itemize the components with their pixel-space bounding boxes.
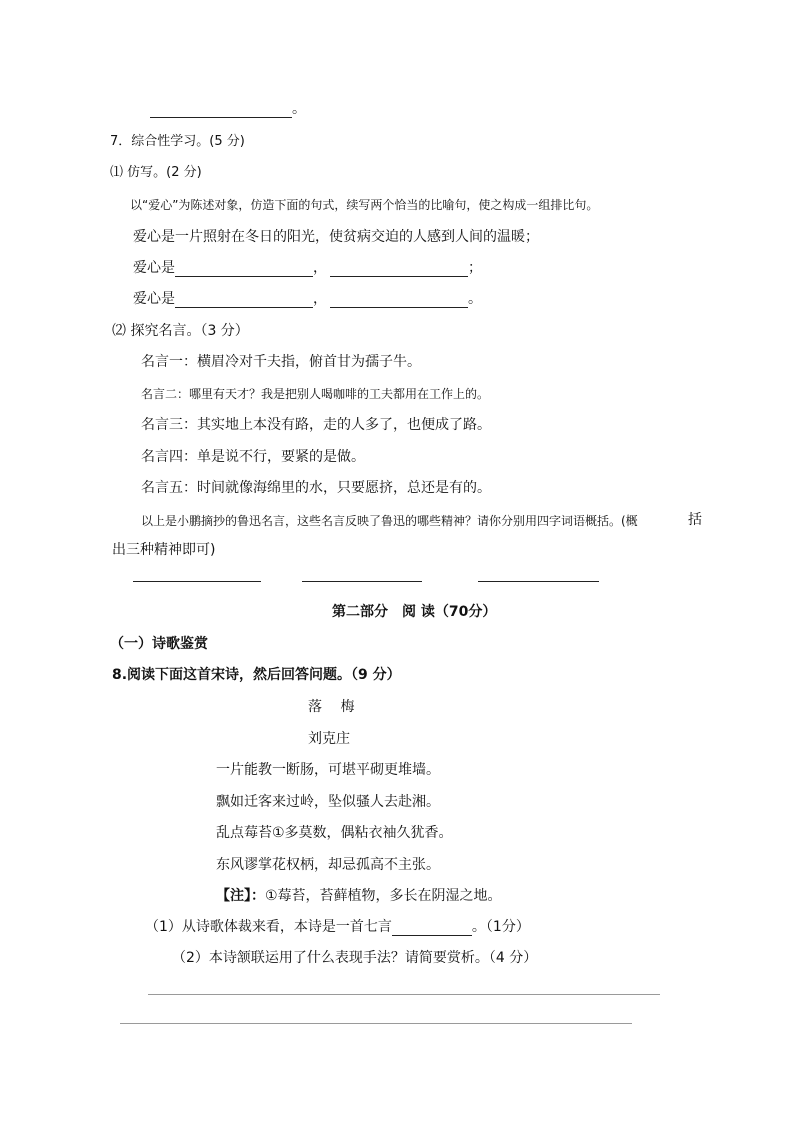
q7-part2-question: 以上是小鹏摘抄的鲁迅名言，这些名言反映了鲁迅的哪些精神？请你分别用四字词语概括。(概	[141, 514, 638, 528]
q7-title: 7．综合性学习。(5 分)	[110, 134, 245, 149]
quote-2: 名言二：哪里有天才？我是把别人喝咖啡的工夫都用在工作上的。	[141, 387, 490, 401]
quote-5: 名言五：时间就像海绵里的水，只要愿挤，总还是有的。	[141, 480, 491, 496]
note-text: ①莓苔，苔藓植物，多长在阴湿之地。	[265, 888, 502, 904]
poem-line-3: 乱点莓苔①多莫数，偶粘衣袖久犹香。	[216, 825, 453, 841]
poem-line-2: 飘如迁客来过岭，坠似骚人去赴湘。	[216, 794, 440, 810]
quote-1: 名言一：横眉冷对千夫指，俯首甘为孺子牛。	[141, 354, 421, 370]
line-prefix: 爱心是	[133, 260, 175, 276]
q8-sub1-text: （1）从诗歌体裁来看，本诗是一首七言	[145, 919, 392, 935]
answer-blank[interactable]	[150, 103, 292, 118]
q7-part2-question-end: 括	[688, 512, 702, 528]
q8-sub1-score: 。（1分）	[471, 919, 530, 935]
poem-line-4: 东风谬掌花权柄，却忌孤高不主张。	[216, 857, 440, 873]
q7-part2-title: ⑵ 探究名言。（3 分）	[112, 323, 249, 339]
answer-blank[interactable]	[392, 921, 472, 936]
poem-title: 落 梅	[308, 699, 355, 715]
part2-title: 第二部分 阅 读（70分）	[332, 604, 497, 620]
spirit-answer-blank-1[interactable]	[133, 567, 261, 582]
q7-part2-question-cont: 出三种精神即可)	[112, 542, 216, 558]
answer-rule-2[interactable]	[120, 1023, 632, 1024]
q8-sub2: （2）本诗颔联运用了什么表现手法？请简要赏析。（4 分）	[172, 950, 538, 966]
imitation-line-1	[133, 259, 482, 277]
spirit-answer-blank-2[interactable]	[302, 567, 422, 582]
section-poetry-title: （一）诗歌鉴赏	[110, 636, 208, 652]
poem-author: 刘克庄	[308, 731, 350, 747]
quote-4: 名言四：单是说不行，要紧的是做。	[141, 449, 365, 465]
answer-blank[interactable]	[330, 262, 468, 277]
answer-blank[interactable]	[175, 262, 313, 277]
answer-blank[interactable]	[330, 293, 468, 308]
q7-part1-example: 爱心是一片照射在冬日的阳光，使贫病交迫的人感到人间的温暖；	[133, 229, 539, 245]
spirit-answer-blank-3[interactable]	[478, 567, 599, 582]
semicolon: ；	[468, 260, 482, 276]
top-answer-line	[150, 100, 306, 118]
imitation-line-2	[133, 290, 482, 308]
answer-rule-1[interactable]	[148, 994, 660, 995]
q7-part1-instruction: 以“爱心”为陈述对象，仿造下面的句式，续写两个恰当的比喻句，使之构成一组排比句。	[130, 198, 599, 212]
poem-note	[216, 887, 502, 905]
top-period: 。	[292, 101, 306, 117]
q8-sub1	[145, 918, 530, 936]
answer-blank[interactable]	[175, 293, 313, 308]
line-prefix: 爱心是	[133, 291, 175, 307]
q8-title: 8.阅读下面这首宋诗，然后回答问题。（9 分）	[112, 667, 401, 683]
quote-3: 名言三：其实地上本没有路，走的人多了，也便成了路。	[141, 417, 491, 433]
period: 。	[468, 291, 482, 307]
comma: ，	[313, 260, 327, 276]
comma: ，	[313, 291, 327, 307]
poem-line-1: 一片能教一断肠，可堪平砌更堆墙。	[216, 762, 440, 778]
note-label: 【注】：	[216, 888, 265, 904]
q7-part1-title: ⑴ 仿写。(2 分)	[110, 165, 202, 180]
